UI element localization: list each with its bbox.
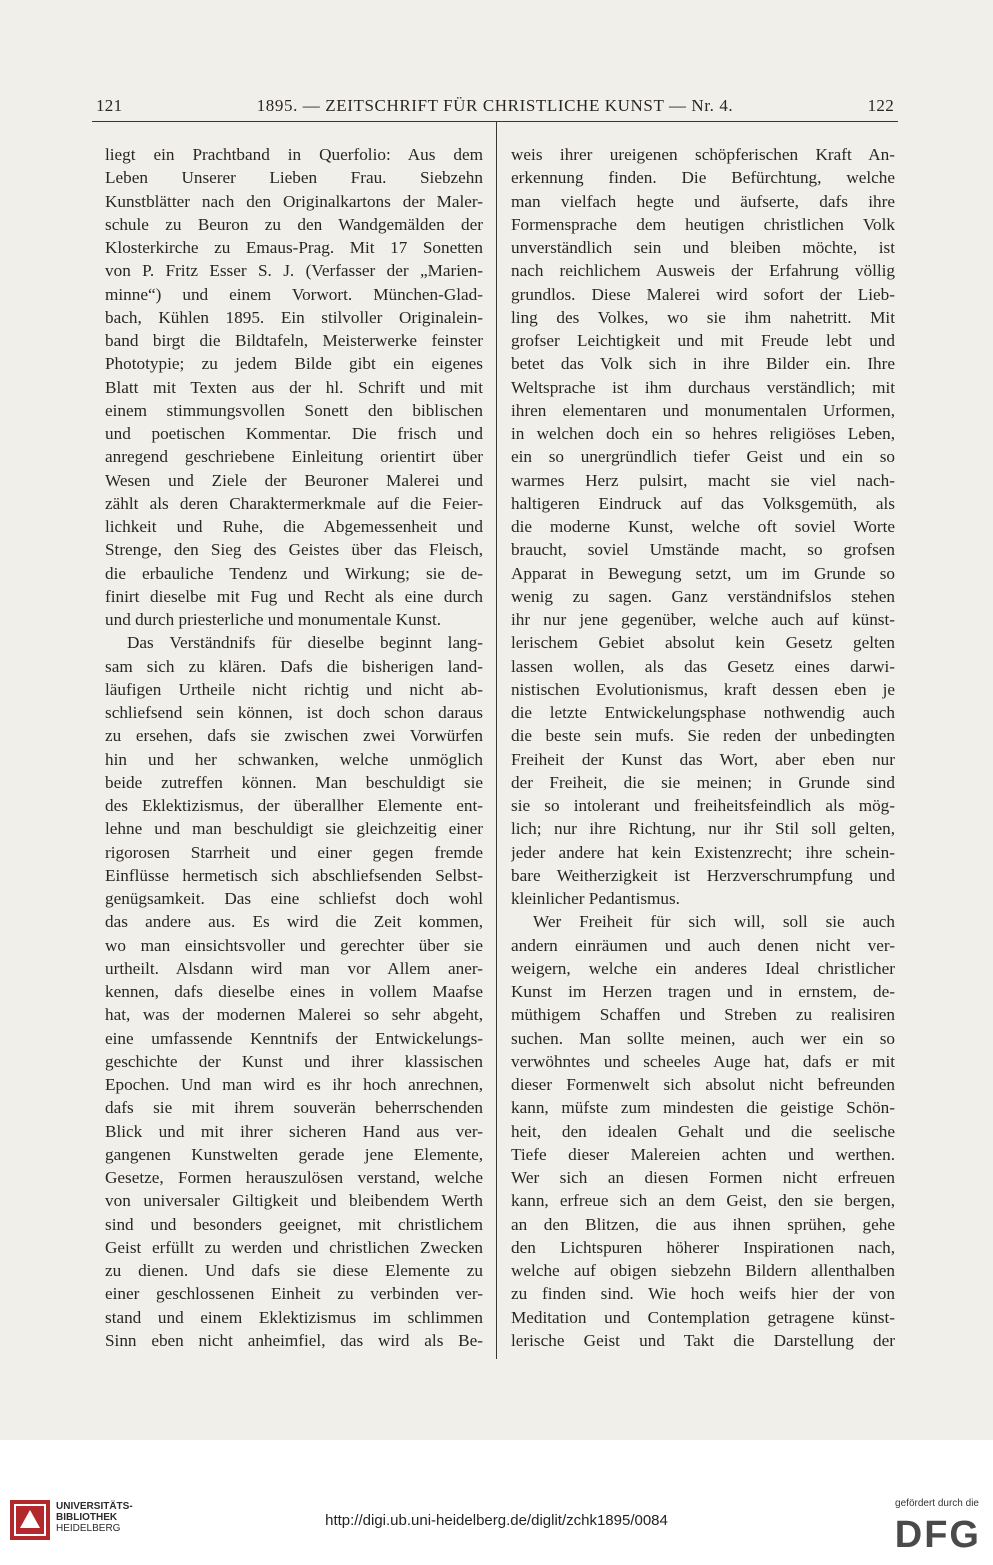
- column-divider: [496, 121, 497, 1359]
- text-line: wenig zu sagen. Ganz verständnifslos stehen: [511, 586, 895, 606]
- text-line: Kunstblätter nach den Originalkartons der Maler-: [105, 191, 483, 211]
- text-line: unverständlich sein und bleiben möchte, ist: [511, 238, 895, 257]
- text-line: kleinlicher Pedantismus.: [511, 889, 680, 908]
- text-line: urtheilt. Alsdann wird man vor Allem aner-: [105, 958, 483, 978]
- running-header: [92, 92, 898, 122]
- text-line: Wesen und Ziele der Beuroner Malerei und: [105, 470, 483, 490]
- text-line: ein so unergründlich tiefer Geist und ein so: [511, 447, 895, 467]
- text-line: band birgt die Bildtafeln, Meisterwerke feinster: [105, 331, 483, 350]
- text-line: dieser Formenwelt sich absolut nicht befreunden: [511, 1075, 895, 1094]
- text-line: bare Weitherzigkeit ist Herzverschrumpfung und: [511, 865, 895, 885]
- text-line: einem stimmungsvollen Sonett den biblischen: [105, 400, 483, 420]
- left-column: [105, 143, 483, 1352]
- text-line: Strenge, den Sieg des Geistes über das Fleisch,: [105, 540, 483, 560]
- text-line: lerischem Gebiet absolut kein Gesetz gelten: [511, 633, 895, 653]
- text-line: die letzte Entwickelungsphase nothwendig auch: [511, 703, 895, 722]
- text-line: genügsamkeit. Das eine schliefst doch wohl: [105, 889, 483, 908]
- text-line: Apparat in Bewegung setzt, um im Grunde so: [511, 563, 895, 583]
- text-line: von universaler Giltigkeit und bleibendem Werth: [105, 1191, 483, 1211]
- text-line: welche auf obigen siebzehn Bildern allenthalben: [511, 1261, 895, 1280]
- text-line: kann, erfreue sich an dem Geist, den sie bergen,: [511, 1191, 895, 1211]
- library-line-2: BIBLIOTHEK: [56, 1512, 118, 1523]
- text-line: sie so intolerant und freiheitsfeindlich als mög-: [511, 796, 895, 815]
- text-line: und poetischen Kommentar. Die frisch und: [105, 424, 483, 443]
- text-line: betet das Volk sich in ihre Bilder ein. Ihre: [511, 354, 895, 374]
- text-line: ihr nur jene gegenüber, welche auch auf künst-: [511, 610, 895, 629]
- text-line: zählt als deren Charaktermerkmale auf die Feier-: [105, 493, 483, 513]
- text-line: lehne und man beschuldigt sie gleichzeitig einer: [105, 819, 483, 839]
- text-line: einer geschlossenen Einheit zu verbinden ver-: [105, 1284, 483, 1304]
- text-line: sind und besonders geeignet, mit christlichem: [105, 1214, 483, 1234]
- page-number-right: 122: [867, 96, 894, 115]
- text-line: Formensprache dem heutigen christlichen Volk: [511, 214, 895, 234]
- text-line: kann, müfste zum mindesten die geistige Schön-: [511, 1098, 895, 1118]
- journal-title: 1895. — ZEITSCHRIFT FÜR CHRISTLICHE KUNST — Nr. 4.: [256, 96, 734, 115]
- text-line: Wer Freiheit für sich will, soll sie auch: [533, 912, 895, 932]
- text-line: von P. Fritz Esser S. J. (Verfasser der „Marien-: [105, 261, 483, 281]
- text-line: hin und her schwanken, welche unmöglich: [105, 749, 483, 769]
- text-line: weigern, welche ein anderes Ideal christlicher: [511, 958, 895, 978]
- text-line: verwöhntes und scheeles Auge hat, dafs er mit: [511, 1051, 895, 1071]
- text-line: hat, was der modernen Malerei so sehr abgeht,: [105, 1005, 483, 1025]
- text-line: den Lichtspuren höherer Inspirationen nach,: [511, 1237, 895, 1257]
- header-rule: [92, 121, 898, 122]
- text-line: lerische Geist und Takt die Darstellung der: [511, 1330, 895, 1350]
- text-line: die moderne Kunst, welche oft soviel Worte: [511, 517, 895, 536]
- text-line: anregend geschriebene Einleitung orientirt über: [105, 447, 483, 467]
- text-line: des Eklektizismus, der überallher Elemente ent-: [105, 796, 483, 815]
- text-line: Epochen. Und man wird es ihr hoch anrechnen,: [105, 1075, 483, 1094]
- text-line: zu ersehen, dafs sie zwischen zwei Vorwürfen: [105, 726, 483, 746]
- text-line: rigorosen Starrheit und einer gegen fremde: [105, 842, 483, 862]
- text-line: minne“) und einem Vorwort. München-Glad-: [105, 284, 483, 304]
- text-line: liegt ein Prachtband in Querfolio: Aus dem: [105, 145, 483, 164]
- funded-by-label: gefördert durch die: [895, 1498, 979, 1509]
- text-line: Das Verständnifs für dieselbe beginnt lang-: [127, 633, 483, 653]
- text-line: zu finden sind. Wie hoch weifs hier der von: [511, 1284, 895, 1304]
- right-column: [511, 143, 895, 1352]
- text-line: und durch priesterliche und monumentale Kunst.: [105, 610, 442, 629]
- text-line: braucht, soviel Umstände macht, so grofsen: [511, 540, 895, 560]
- text-line: Geist erfüllt zu werden und christlichen Zwecken: [105, 1237, 483, 1257]
- text-line: haltigeren Eindruck auf das Volksgemüth, als: [511, 493, 895, 513]
- text-line: finirt dieselbe mit Fug und Recht als eine durch: [105, 586, 483, 606]
- text-line: Sinn eben nicht anheimfiel, das wird als Be-: [105, 1330, 483, 1350]
- text-line: Tiefe dieser Malereien achten und werthen.: [511, 1144, 895, 1164]
- text-line: müthigem Schaffen und Streben zu realisiren: [511, 1005, 895, 1025]
- text-line: der Freiheit, die sie meinen; in Grunde sind: [511, 772, 895, 792]
- text-line: läufigen Urtheile nicht richtig und nicht ab-: [105, 679, 483, 699]
- text-line: beide zutreffen können. Man beschuldigt sie: [105, 772, 483, 792]
- text-line: zu dienen. Und dafs sie diese Elemente zu: [105, 1261, 483, 1280]
- text-line: lich; nur ihre Richtung, nur ihr Stil soll gelten,: [511, 819, 895, 839]
- text-line: Meditation und Contemplation getragene künst-: [511, 1307, 895, 1327]
- text-line: Kunst im Herzen tragen und in ernstem, de-: [511, 982, 895, 1001]
- text-line: erkennung finden. Die Befürchtung, welche: [511, 168, 895, 188]
- library-line-1: UNIVERSITÄTS-: [56, 1501, 133, 1512]
- text-line: grofser Leichtigkeit und mit Freude lebt und: [511, 331, 895, 350]
- text-line: schliefsend sein können, ist doch schon daraus: [105, 703, 483, 722]
- text-line: geschichte der Kunst und ihrer klassischen: [105, 1051, 483, 1071]
- text-line: schule zu Beuron zu den Wandgemälden der: [105, 214, 483, 234]
- text-line: Freiheit der Kunst das Wort, aber eben nur: [511, 749, 895, 769]
- text-line: sam sich zu klären. Dafs die bisherigen land-: [105, 656, 483, 676]
- text-line: stand und einem Eklektizismus im schlimmen: [105, 1307, 483, 1327]
- text-line: in welchen doch ein so hehres religiöses Leben,: [511, 424, 895, 443]
- text-line: lassen wollen, als das Gesetz eines darwi-: [511, 656, 895, 676]
- text-line: weis ihrer ureigenen schöpferischen Kraft An-: [511, 145, 895, 164]
- page-number-left: 121: [96, 96, 123, 115]
- text-line: Wer sich an diesen Formen nicht erfreuen: [511, 1168, 895, 1187]
- text-line: lichkeit und Ruhe, die Abgemessenheit und: [105, 517, 483, 536]
- text-line: dafs sie mit ihrem souverän beherrschenden: [105, 1098, 483, 1118]
- text-line: eine umfassende Kenntnifs der Entwickelungs-: [105, 1028, 483, 1048]
- text-line: kennen, dafs dieselbe eines in vollem Maafse: [105, 982, 483, 1001]
- text-line: die beste sein mufs. Sie reden der unbedingten: [511, 726, 895, 746]
- text-line: suchen. Man sollte meinen, auch wer ein so: [511, 1028, 895, 1048]
- text-line: Klosterkirche zu Emaus-Prag. Mit 17 Sonetten: [105, 238, 483, 257]
- source-url-link[interactable]: http://digi.ub.uni-heidelberg.de/diglit/zchk1895/0084: [325, 1512, 668, 1529]
- text-line: jeder andere hat kein Existenzrecht; ihre schein-: [511, 842, 895, 862]
- text-line: an den Blitzen, die aus ihnen sprühen, gehe: [511, 1214, 895, 1234]
- text-line: ihren elementaren und monumentalen Urformen,: [511, 400, 895, 420]
- text-line: man vielfach hegte und äufserte, dafs ihre: [511, 191, 895, 211]
- text-line: heit, den idealen Gehalt und die seelische: [511, 1121, 895, 1141]
- text-line: bach, Kühlen 1895. Ein stilvoller Originalein-: [105, 307, 483, 327]
- text-line: warmes Herz pulsirt, macht sie viel nach-: [511, 470, 895, 490]
- text-line: ling des Volkes, wo sie ihm nahetritt. Mit: [511, 307, 895, 327]
- text-line: nistischen Evolutionismus, kraft dessen eben je: [511, 679, 895, 699]
- text-line: Einflüsse hermetisch sich abschliefsenden Selbst-: [105, 865, 483, 885]
- text-line: andern einräumen und auch denen nicht ver-: [511, 935, 895, 955]
- text-line: Blatt mit Texten aus der hl. Schrift und mit: [105, 377, 483, 397]
- text-line: Leben Unserer Lieben Frau. Siebzehn: [105, 168, 483, 188]
- text-line: Phototypie; zu jedem Bilde gibt ein eigenes: [105, 354, 483, 374]
- text-line: Gesetze, Formen herauszulösen verstand, welche: [105, 1168, 483, 1187]
- library-line-3: HEIDELBERG: [56, 1523, 121, 1534]
- text-line: gangenen Kunstwelten gerade jene Elemente,: [105, 1144, 483, 1164]
- text-line: Blick und mit ihrer sicheren Hand aus ver-: [105, 1121, 483, 1141]
- text-line: grundlos. Diese Malerei wird sofort der Lieb-: [511, 284, 895, 304]
- text-line: die erbauliche Tendenz und Wirkung; sie de-: [105, 563, 483, 583]
- text-line: das andere aus. Es wird die Zeit kommen,: [105, 912, 483, 932]
- dfg-logo: DFG: [894, 1514, 981, 1556]
- text-line: Weltsprache ist ihm durchaus verständlich; mit: [511, 377, 895, 397]
- text-line: nach reichlichem Ausweis der Erfahrung völlig: [511, 261, 895, 281]
- digitization-footer: [0, 1440, 993, 1565]
- text-line: wo man einsichtsvoller und gerechter über sie: [105, 935, 483, 955]
